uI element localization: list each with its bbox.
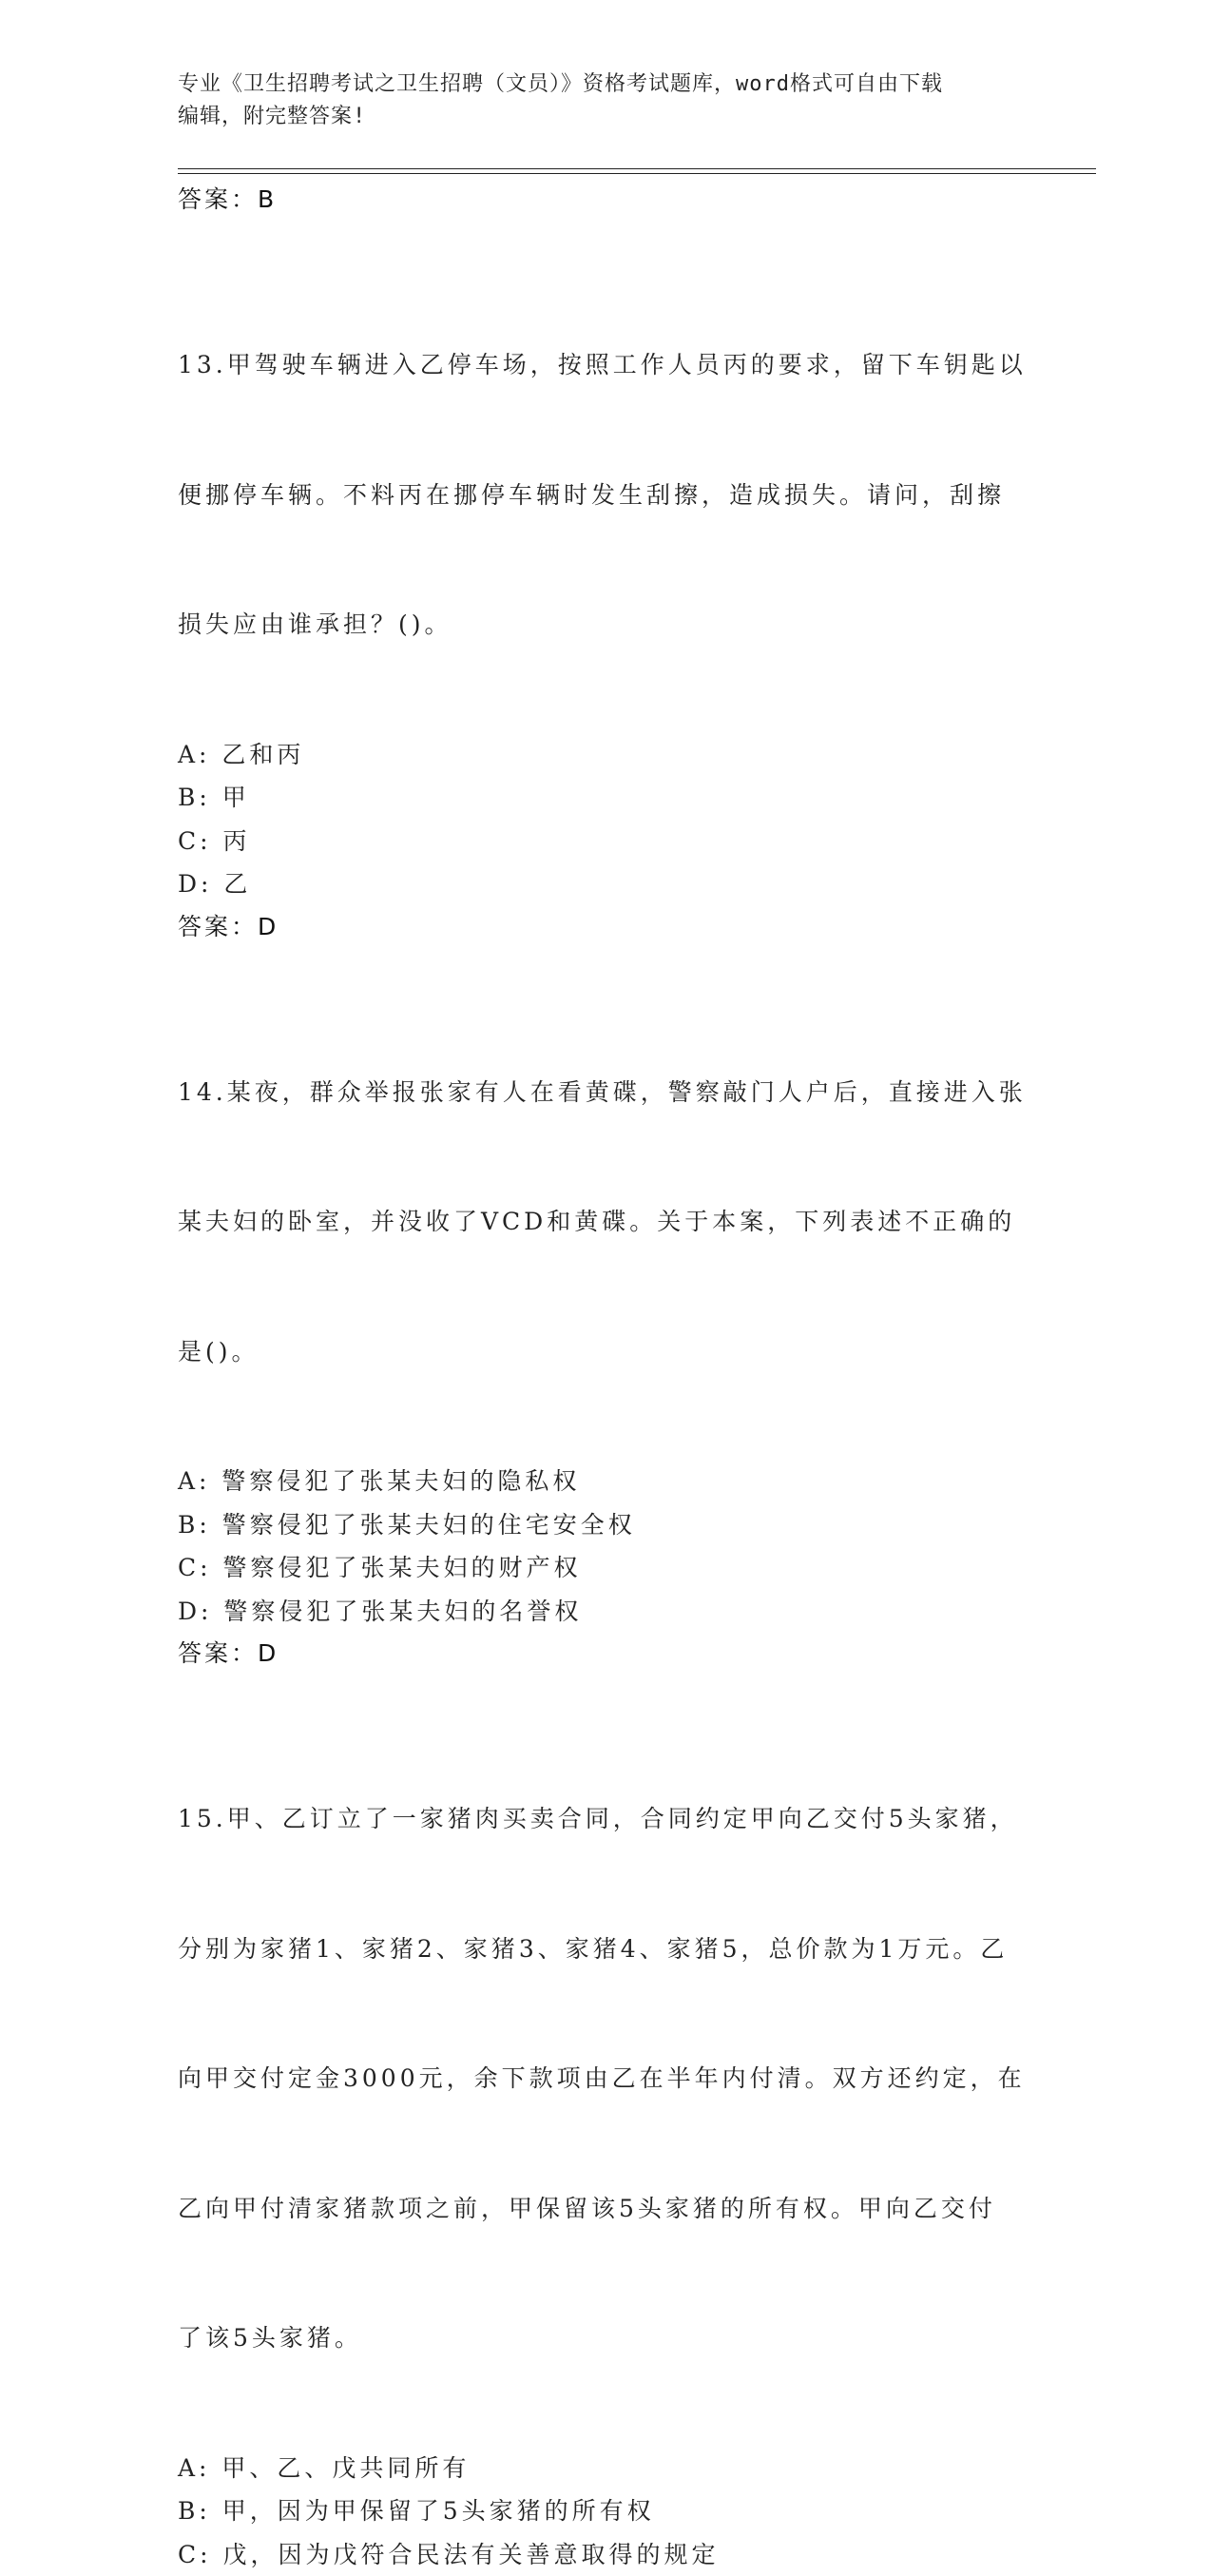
previous-answer: 答案：B <box>178 179 1033 221</box>
question-line: 乙向甲付清家猪款项之前，甲保留该5头家猪的所有权。甲向乙交付 <box>178 2187 1033 2231</box>
option-a: A: 警察侵犯了张某夫妇的隐私权 <box>178 1460 1033 1503</box>
question-13-text <box>178 257 1033 733</box>
question-13-answer: 答案：D <box>178 906 1033 948</box>
question-15 <box>178 1711 1033 2576</box>
option-a: A: 乙和丙 <box>178 733 1033 777</box>
question-line: 某夫妇的卧室，并没收了VCD和黄碟。关于本案，下列表述不正确的 <box>178 1200 1033 1244</box>
question-15-text <box>178 1711 1033 2447</box>
question-line: 了该5头家猪。 <box>178 2316 1033 2360</box>
option-b: B: 甲，因为甲保留了5头家猪的所有权 <box>178 2489 1033 2533</box>
option-a: A: 甲、乙、戊共同所有 <box>178 2447 1033 2490</box>
question-line: 向甲交付定金3000元，余下款项由乙在半年内付清。双方还约定，在 <box>178 2057 1033 2101</box>
spacer <box>178 1675 1033 1711</box>
question-line: 便挪停车辆。不料丙在挪停车辆时发生刮擦，造成损失。请问，刮擦 <box>178 474 1033 517</box>
question-list <box>178 179 1033 2576</box>
header-line-1: 专业《卫生招聘考试之卫生招聘（文员）》资格考试题库，word格式可自由下载 <box>178 68 1052 101</box>
question-line: 13.甲驾驶车辆进入乙停车场，按照工作人员丙的要求，留下车钥匙以 <box>178 343 1033 387</box>
spacer <box>178 948 1033 984</box>
option-d: D: 乙 <box>178 862 1033 906</box>
option-d: D: 警察侵犯了张某夫妇的名誉权 <box>178 1590 1033 1634</box>
header-divider-top <box>178 168 1096 169</box>
option-b: B: 甲 <box>178 776 1033 820</box>
spacer <box>178 221 1033 257</box>
question-line: 15.甲、乙订立了一家猪肉买卖合同，合同约定甲向乙交付5头家猪， <box>178 1797 1033 1841</box>
question-14-text <box>178 984 1033 1461</box>
question-line: 分别为家猪1、家猪2、家猪3、家猪4、家猪5，总价款为1万元。乙 <box>178 1927 1033 1971</box>
option-c: C: 丙 <box>178 820 1033 863</box>
question-13 <box>178 257 1033 948</box>
option-b: B: 警察侵犯了张某夫妇的住宅安全权 <box>178 1503 1033 1547</box>
option-c: C: 警察侵犯了张某夫妇的财产权 <box>178 1546 1033 1590</box>
question-line: 14.某夜，群众举报张家有人在看黄碟，警察敲门人户后，直接进入张 <box>178 1071 1033 1114</box>
option-c: C: 戊，因为戊符合民法有关善意取得的规定 <box>178 2533 1033 2576</box>
header-line-2: 编辑，附完整答案! <box>178 101 1052 133</box>
question-14 <box>178 984 1033 1675</box>
question-14-answer: 答案：D <box>178 1633 1033 1675</box>
header-divider-bottom <box>178 173 1096 174</box>
document-header <box>178 68 1052 133</box>
question-line: 损失应由谁承担？()。 <box>178 603 1033 647</box>
question-line: 是()。 <box>178 1330 1033 1374</box>
